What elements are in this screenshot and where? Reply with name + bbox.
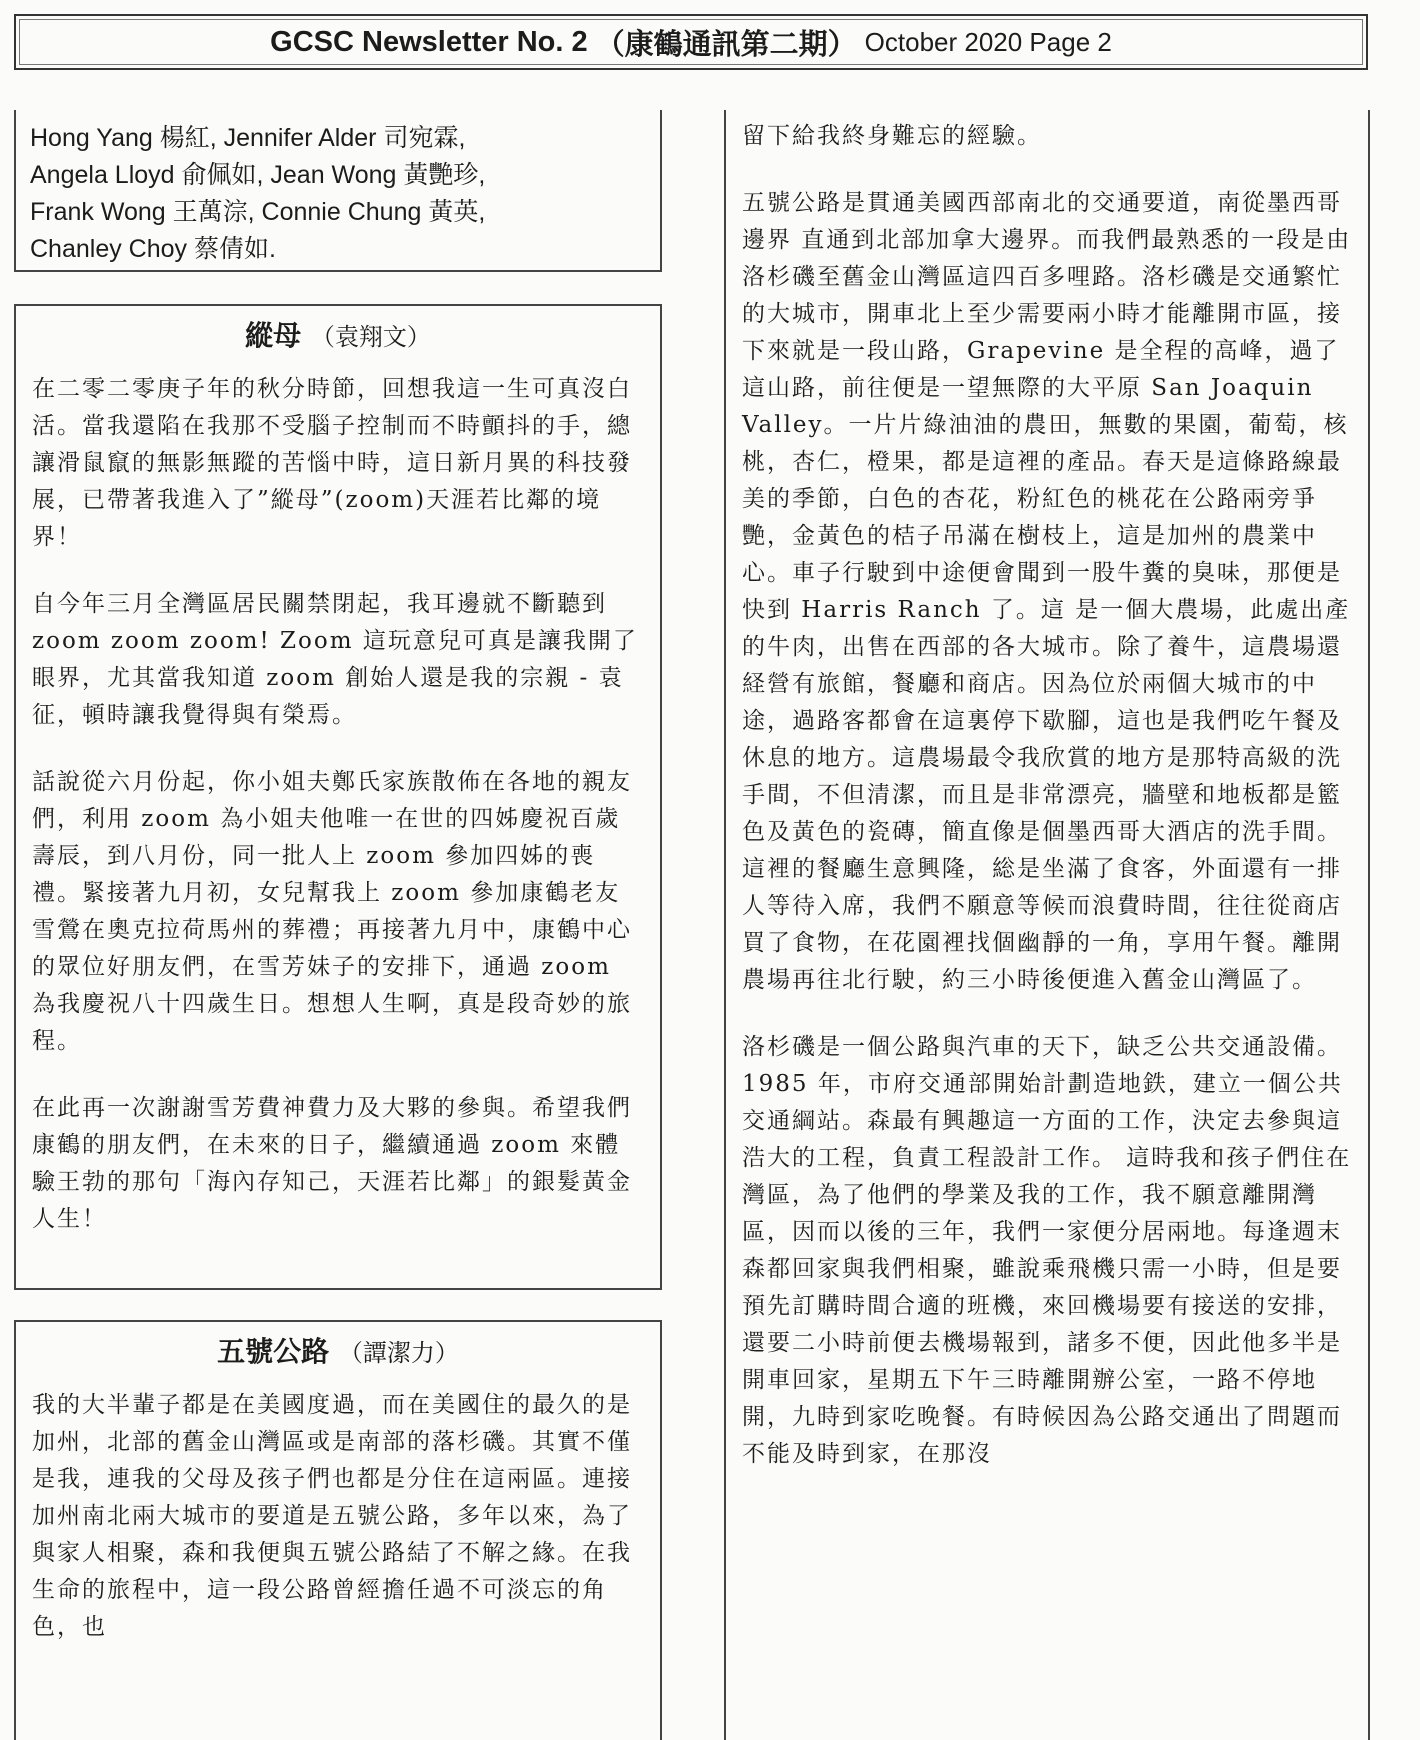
article-title-text: 五號公路 <box>217 1335 330 1368</box>
names-line: Angela Lloyd 俞佩如, Jean Wong 黃艷珍, <box>30 161 486 189</box>
newsletter-title: GCSC Newsletter No. 2 <box>270 25 588 58</box>
newsletter-date-page: October 2020 Page 2 <box>864 26 1112 57</box>
names-line: Chanley Choy 蔡倩如. <box>30 235 276 263</box>
newsletter-header <box>14 14 1368 70</box>
newsletter-title-chinese: （康鶴通訊第二期） <box>595 26 857 61</box>
article-highway-5 <box>14 1320 662 1740</box>
names-list-box <box>14 110 662 272</box>
article-title <box>32 1334 644 1371</box>
article-author: （譚潔力） <box>338 1339 459 1367</box>
article-title-text: 縱母 <box>245 319 302 352</box>
article-paragraph: 自今年三月全灣區居民關禁閉起，我耳邊就不斷聽到 zoom zoom zoom! Zoom 這玩意兒可真是讓我開了眼界，尤其當我知道 zoom 創始人還是我的宗親 - 袁征，頓時讓我覺得與有榮焉。 <box>32 591 638 728</box>
names-line: Frank Wong 王萬淙, Connie Chung 黃英, <box>30 198 486 226</box>
article-paragraph: 五號公路是貫通美國西部南北的交通要道，南從墨西哥邊界 直通到北部加拿大邊界。而我們最熟悉的一段是由洛杉磯至舊金山灣區這四百多哩路。洛杉磯是交通繁忙的大城市，開車北上至少需要兩小時才能離開市區，接下來就是一段山路，Grapevine 是全程的高峰，過了這山路，前往便是一望無際的大平原 San Joaquin Valley。一片片綠油油的農田，無數的果園，葡萄，核桃，杏仁，橙果，都是這裡的產品。春天是這條路線最美的季節，白色的杏花，粉紅色的桃花在公路兩旁爭艷，金黃色的桔子吊滿在樹枝上，這是加州的農業中心。車子行駛到中途便會聞到一股牛糞的臭味，那便是快到 Harris Ranch 了。這 是一個大農場，此處出產的牛肉，出售在西部的各大城市。除了養牛，這農場還経營有旅館，餐廳和商店。因為位於兩個大城市的中途，過路客都會在這裏停下歇腳，這也是我們吃午餐及休息的地方。這農場最令我欣賞的地方是那特高級的洗手間，不但清潔，而且是非常漂亮，牆壁和地板都是籃色及黃色的瓷磚，簡直像是個墨西哥大酒店的洗手間。這裡的餐廳生意興隆，総是坐滿了食客，外面還有一排人等待入席，我們不願意等候而浪費時間，往往從商店買了食物，在花園裡找個幽靜的一角，享用午餐。離開農場再往北行駛，約三小時後便進入舊金山灣區了。 <box>742 190 1352 993</box>
article-author: （袁翔文） <box>310 323 431 351</box>
article-paragraph: 我的大半輩子都是在美國度過，而在美國住的最久的是加州，北部的舊金山灣區或是南部的落杉磯。其實不僅是我，連我的父母及孩子們也都是分住在這兩區。連接加州南北兩大城市的要道是五號公路，多年以來，為了與家人相聚，森和我便與五號公路結了不解之緣。在我生命的旅程中，這一段公路曾經擔任過不可淡忘的角色，也 <box>32 1392 632 1640</box>
article-zoom <box>14 304 662 1290</box>
article-highway-5-continued <box>724 110 1370 1740</box>
article-paragraph: 在此再一次謝謝雪芳費神費力及大夥的參與。希望我們康鶴的朋友們，在未來的日子，繼續通過 zoom 來體驗王勃的那句「海內存知己，天涯若比鄰」的銀髮黃金人生！ <box>32 1095 632 1232</box>
article-paragraph: 話說從六月份起，你小姐夫鄭氏家族散佈在各地的親友們，利用 zoom 為小姐夫他唯一在世的四姊慶祝百歲壽辰，到八月份，同一批人上 zoom 參加四姊的喪禮。緊接著九月初，女兒幫我上 zoom 參加康鶴老友雪鶯在奧克拉荷馬州的葬禮；再接著九月中，康鶴中心的眾位好朋友們，在雪芳妹子的安排下，通過 zoom 為我慶祝八十四歲生日。想想人生啊，真是段奇妙的旅程。 <box>32 769 632 1054</box>
article-title <box>32 318 644 355</box>
article-paragraph: 在二零二零庚子年的秋分時節，回想我這一生可真沒白活。當我還陷在我那不受腦子控制而不時顫抖的手，總讓滑鼠竄的無影無蹤的苦惱中時，這日新月異的科技發展，已帶著我進入了”縱母”(zoom)天涯若比鄰的境界！ <box>32 376 632 550</box>
article-paragraph: 洛杉磯是一個公路與汽車的天下，缺乏公共交通設備。1985 年，市府交通部開始計劃造地鉄，建立一個公共交通綱站。森最有興趣這一方面的工作，決定去參與這浩大的工程，負責工程設計工作。 這時我和孩子們住在灣區，為了他們的學業及我的工作，我不願意離開灣區，因而以後的三年，我們一家便分居兩地。每逢週末森都回家與我們相聚，雖說乘飛機只需一小時，但是要預先訂購時間合適的班機，來回機場要有接送的安排，還要二小時前便去機場報到，諸多不便，因此他多半是開車回家，星期五下午三時離開辦公室，一路不停地開，九時到家吃晚餐。有時候因為公路交通出了問題而不能及時到家，在那沒 <box>742 1034 1352 1467</box>
names-line: Hong Yang 楊紅, Jennifer Alder 司宛霖, <box>30 124 466 152</box>
article-paragraph: 留下給我終身難忘的經驗。 <box>742 123 1042 149</box>
